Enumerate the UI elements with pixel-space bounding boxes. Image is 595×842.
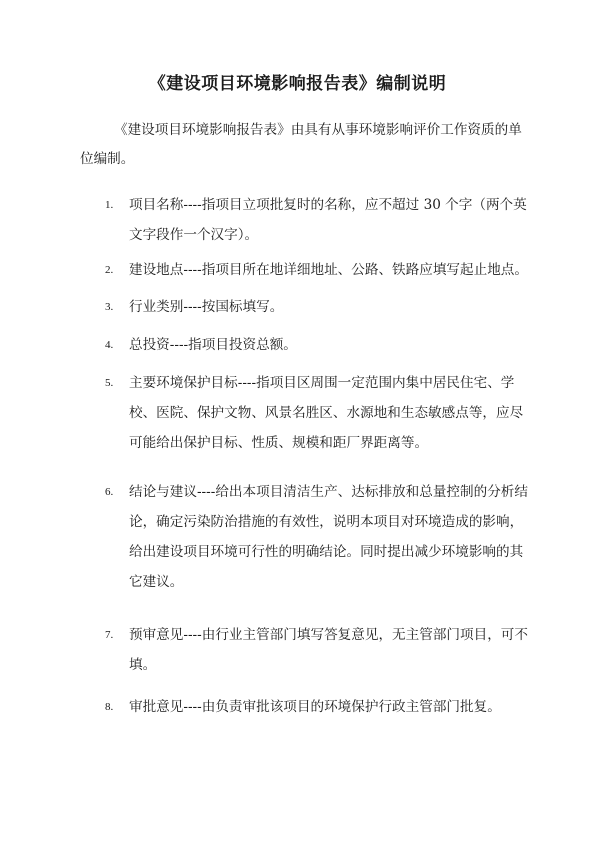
list-item-text: 项目名称----指项目立项批复时的名称，应不超过 30 个字（两个英文字段作一个汉字）。 — [129, 197, 527, 243]
list-item-number: 6. — [105, 486, 114, 498]
list-item-number: 8. — [105, 701, 114, 713]
list-item-number: 1. — [105, 199, 114, 211]
list-item-text: 建设地点----指项目所在地详细地址、公路、铁路应填写起止地点。 — [129, 262, 528, 278]
list-item-number: 3. — [105, 301, 114, 313]
list-item-text: 总投资----指项目投资总额。 — [129, 337, 297, 353]
list-item — [105, 477, 535, 597]
list-item-number: 7. — [105, 629, 114, 641]
document-title: 《建设项目环境影响报告表》编制说明 — [148, 74, 447, 94]
intro-paragraph: 《建设项目环境影响报告表》由具有从事环境影响评价工作资质的单位编制。 — [80, 122, 522, 167]
list-item — [105, 330, 535, 360]
list-item — [105, 368, 535, 458]
list-item — [105, 620, 535, 680]
list-item-text: 结论与建议----给出本项目清洁生产、达标排放和总量控制的分析结论，确定污染防治措施的有效性，说明本项目对环境造成的影响，给出建设项目环境可行性的明确结论。同时提出减少环境影响的其它建议。 — [129, 484, 528, 590]
list-item — [105, 190, 535, 250]
list-item-number: 5. — [105, 377, 114, 389]
list-item — [105, 292, 535, 322]
list-item-text: 行业类别----按国标填写。 — [129, 299, 284, 315]
list-item — [105, 255, 535, 285]
list-item-number: 2. — [105, 264, 114, 276]
list-item-text: 主要环境保护目标----指项目区周围一定范围内集中居民住宅、学校、医院、保护文物、风景名胜区、水源地和生态敏感点等，应尽可能给出保护目标、性质、规模和距厂界距离等。 — [129, 375, 524, 451]
list-item — [105, 692, 535, 722]
list-item-text: 审批意见----由负责审批该项目的环境保护行政主管部门批复。 — [129, 699, 501, 715]
list-item-text: 预审意见----由行业主管部门填写答复意见，无主管部门项目，可不填。 — [129, 627, 528, 673]
list-item-number: 4. — [105, 339, 114, 351]
